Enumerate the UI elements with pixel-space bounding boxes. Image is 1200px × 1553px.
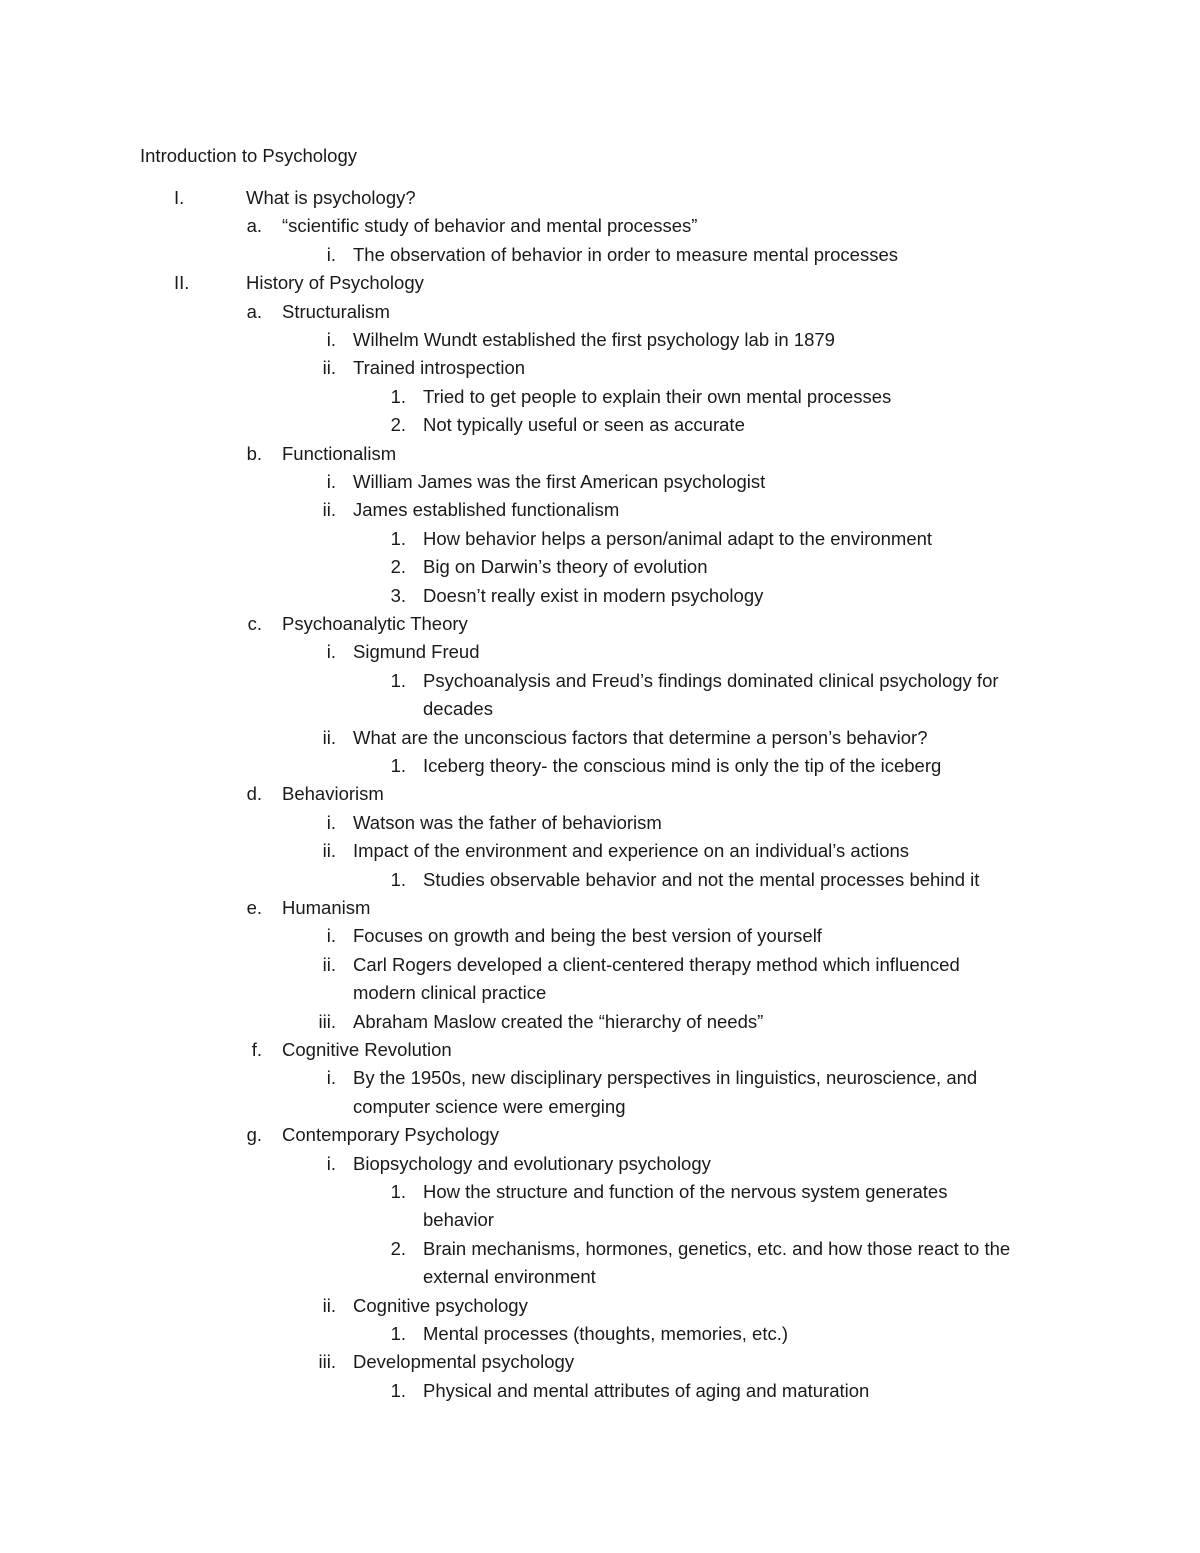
outline-item-point <box>0 498 1200 522</box>
list-marker: i. <box>326 243 336 265</box>
outline-item-point <box>0 811 1200 835</box>
list-marker: ii. <box>322 1294 336 1316</box>
list-marker: ii. <box>322 357 336 379</box>
outline-item-text: Studies observable behavior and not the mental processes behind it <box>423 868 980 890</box>
outline-item-subpoint <box>0 1208 1200 1232</box>
list-marker: ii. <box>322 499 336 521</box>
outline-item-text: Carl Rogers developed a client-centered therapy method which influenced <box>353 953 960 975</box>
outline-item-text: Sigmund Freud <box>353 641 480 663</box>
list-marker: II. <box>174 272 190 294</box>
list-marker: e. <box>246 897 262 918</box>
list-marker: b. <box>246 442 262 464</box>
list-marker: iii. <box>318 1351 336 1373</box>
list-marker: 1. <box>390 669 406 691</box>
outline-item-text: Cognitive psychology <box>353 1294 528 1316</box>
list-marker: d. <box>246 783 262 805</box>
list-marker: ii. <box>322 726 336 748</box>
outline-item-point <box>0 953 1200 977</box>
outline-item-text: History of Psychology <box>246 272 424 294</box>
outline-item-point <box>0 328 1200 352</box>
outline-item-point <box>0 640 1200 664</box>
outline-item-subpoint <box>0 527 1200 551</box>
outline-item-subsection <box>0 782 1200 806</box>
outline-item-subpoint <box>0 1322 1200 1346</box>
outline-item-text: Trained introspection <box>353 357 526 379</box>
list-marker: a. <box>246 215 262 237</box>
outline-item-subpoint <box>0 584 1200 608</box>
outline-item-text: Behaviorism <box>282 783 384 805</box>
outline-item-point <box>0 470 1200 494</box>
list-marker: i. <box>326 471 336 492</box>
list-marker: 1. <box>390 868 406 890</box>
outline-item-subpoint <box>0 555 1200 579</box>
outline-item-subsection <box>0 612 1200 636</box>
list-marker: f. <box>251 1039 262 1060</box>
outline-item-subpoint <box>0 697 1200 721</box>
list-marker: a. <box>246 300 262 322</box>
outline-item-text: Focuses on growth and being the best version of yourself <box>353 925 822 947</box>
list-marker: i. <box>326 1067 336 1089</box>
outline-item-text: external environment <box>423 1266 596 1288</box>
list-marker: i. <box>326 811 336 833</box>
outline-item-text: Psychoanalytic Theory <box>282 613 468 634</box>
outline-item-point <box>0 1095 1200 1119</box>
list-marker: ii. <box>322 840 336 862</box>
outline-item-point <box>0 1152 1200 1176</box>
outline-item-subsection <box>0 1123 1200 1147</box>
list-marker: 3. <box>390 584 406 606</box>
outline-item-point <box>0 839 1200 863</box>
list-marker: I. <box>174 187 185 208</box>
outline-item-point <box>0 924 1200 948</box>
outline-item-subpoint <box>0 1237 1200 1261</box>
list-marker: 1. <box>390 1181 406 1202</box>
outline-item-text: What are the unconscious factors that determine a person’s behavior? <box>353 726 928 748</box>
list-marker: 1. <box>390 755 406 776</box>
outline-item-text: How the structure and function of the nervous system generates <box>423 1181 948 1202</box>
outline-item-text: behavior <box>423 1209 494 1231</box>
outline-item-point <box>0 356 1200 380</box>
outline-item-subpoint <box>0 868 1200 892</box>
outline-item-subsection <box>0 896 1200 920</box>
outline-item-text: Impact of the environment and experience on an individual’s actions <box>353 840 910 862</box>
outline-item-text: Biopsychology and evolutionary psychology <box>353 1152 711 1174</box>
outline-item-text: By the 1950s, new disciplinary perspectives in linguistics, neuroscience, and <box>353 1067 978 1089</box>
outline-item-point <box>0 1350 1200 1374</box>
list-marker: 1. <box>390 385 406 407</box>
outline-item-text: How behavior helps a person/animal adapt to the environment <box>423 527 933 549</box>
outline-item-subsection <box>0 300 1200 324</box>
outline-item-text: Psychoanalysis and Freud’s findings dominated clinical psychology for <box>423 669 999 691</box>
outline-item-text: computer science were emerging <box>353 1095 626 1117</box>
list-marker: c. <box>247 613 262 634</box>
outline-item-subpoint <box>0 1180 1200 1204</box>
list-marker: g. <box>246 1124 262 1146</box>
outline-item-subsection <box>0 214 1200 238</box>
list-marker: 2. <box>390 1237 406 1259</box>
outline-item-text: William James was the first American psychologist <box>353 471 766 492</box>
outline-item-text: Humanism <box>282 897 371 918</box>
document-title: Introduction to Psychology <box>140 145 357 166</box>
list-marker: i. <box>326 641 336 663</box>
outline-item-subpoint <box>0 413 1200 437</box>
outline-item-point <box>0 981 1200 1005</box>
outline-item-subpoint <box>0 385 1200 409</box>
list-marker: i. <box>326 1152 336 1174</box>
outline-item-text: Functionalism <box>282 442 397 464</box>
outline-item-text: Watson was the father of behaviorism <box>353 811 662 833</box>
outline-item-text: Mental processes (thoughts, memories, etc.) <box>423 1323 789 1344</box>
outline-item-subpoint <box>0 669 1200 693</box>
outline-item-text: Big on Darwin’s theory of evolution <box>423 556 708 578</box>
outline-item-text: Brain mechanisms, hormones, genetics, etc. and how those react to the <box>423 1237 1011 1259</box>
outline-item-text: What is psychology? <box>246 187 416 208</box>
list-marker: 1. <box>390 1379 406 1401</box>
outline-item-text: Not typically useful or seen as accurate <box>423 414 745 436</box>
outline-item-subpoint <box>0 1265 1200 1289</box>
outline-item-text: Structuralism <box>282 300 390 322</box>
outline-item-text: Cognitive Revolution <box>282 1039 452 1060</box>
outline-item-point <box>0 1294 1200 1318</box>
list-marker: i. <box>326 329 336 350</box>
outline-item-text: Tried to get people to explain their own mental processes <box>423 385 892 407</box>
outline-item-point <box>0 726 1200 750</box>
outline-item-text: modern clinical practice <box>353 982 547 1004</box>
outline-item-section <box>0 186 1200 210</box>
list-marker: ii. <box>322 953 336 975</box>
outline-item-text: Wilhelm Wundt established the first psychology lab in 1879 <box>353 329 835 350</box>
outline-item-text: Doesn’t really exist in modern psychology <box>423 584 764 606</box>
outline-item-section <box>0 271 1200 295</box>
outline-item-subsection <box>0 1038 1200 1062</box>
outline-item-text: Abraham Maslow created the “hierarchy of needs” <box>353 1010 764 1032</box>
outline-item-subpoint <box>0 754 1200 778</box>
outline-item-text: Iceberg theory- the conscious mind is only the tip of the iceberg <box>423 755 942 776</box>
outline-item-point <box>0 1066 1200 1090</box>
outline-item-text: Physical and mental attributes of aging and maturation <box>423 1379 870 1401</box>
outline-item-point <box>0 1010 1200 1034</box>
outline-item-text: Contemporary Psychology <box>282 1124 499 1146</box>
outline-item-point <box>0 243 1200 267</box>
outline-item-text: The observation of behavior in order to measure mental processes <box>353 243 899 265</box>
list-marker: 2. <box>390 414 406 436</box>
list-marker: i. <box>326 925 336 947</box>
list-marker: 1. <box>390 1323 406 1344</box>
outline-item-subsection <box>0 442 1200 466</box>
outline-item-subpoint <box>0 1379 1200 1403</box>
list-marker: 2. <box>390 556 406 578</box>
outline-item-text: decades <box>423 698 493 720</box>
outline-item-text: “scientific study of behavior and mental processes” <box>282 215 698 237</box>
list-marker: 1. <box>390 527 406 549</box>
outline-item-text: James established functionalism <box>353 499 620 521</box>
list-marker: iii. <box>318 1010 336 1032</box>
outline-item-text: Developmental psychology <box>353 1351 575 1373</box>
